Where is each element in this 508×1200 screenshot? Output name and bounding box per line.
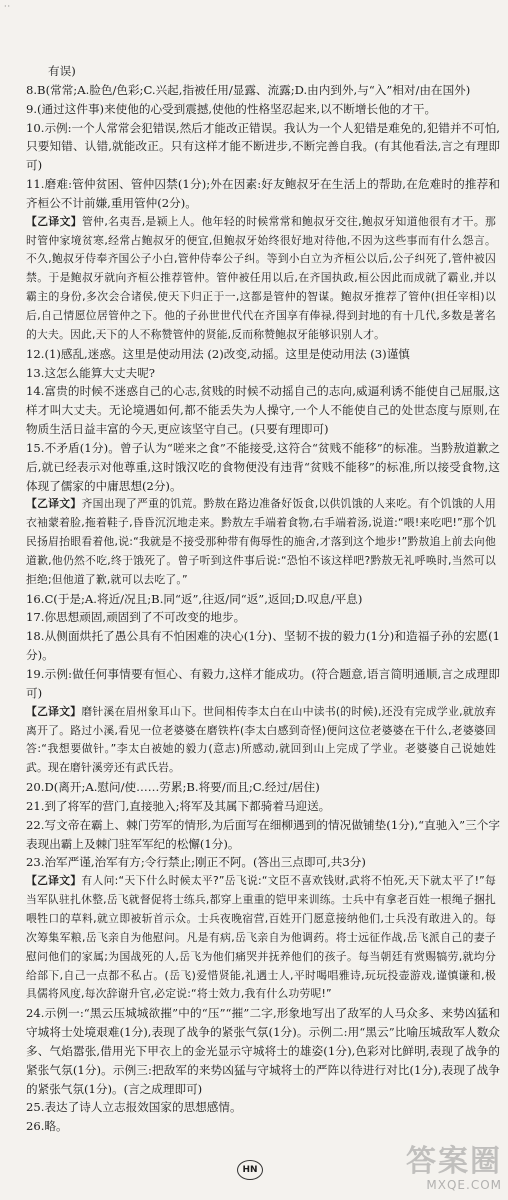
answer-text: 22.写文帝在霸上、棘门劳军的情形,为后面写在细柳遇到的情况做铺垫(1分),“直驰入”三个字表现出霸上及棘门驻军军纪的松懈(1分)。 bbox=[26, 817, 500, 851]
answer-item bbox=[26, 1098, 500, 1117]
watermark-logo-text: 答案圈 bbox=[406, 1144, 502, 1179]
translation-paragraph bbox=[26, 703, 500, 778]
answer-item bbox=[26, 382, 500, 439]
answer-item bbox=[26, 778, 500, 797]
answer-item bbox=[26, 439, 500, 496]
answer-list bbox=[26, 62, 500, 1136]
answer-text: 13.这怎么能算大丈夫呢? bbox=[26, 365, 155, 380]
answer-text: 8.B(常常;A.脸色/色彩;C.兴起,指被任用/显露、流露;D.由内到外,与“入”相对/由在国外) bbox=[26, 82, 471, 97]
translation-paragraph bbox=[26, 495, 500, 589]
translation-label: 【乙译文】 bbox=[26, 497, 82, 511]
answer-item bbox=[26, 1004, 500, 1098]
answer-text: 16.C(于是;A.将近/况且;B.同“返”,往返/同“返”,返回;D.叹息/平息) bbox=[26, 591, 363, 606]
answer-text: 20.D(离开;A.慰问/使……劳累;B.将要/而且;C.经过/居住) bbox=[26, 780, 320, 795]
answer-item bbox=[26, 119, 500, 176]
answer-text: 齐国出现了严重的饥荒。黔敖在路边准备好饭食,以供饥饿的人来吃。有个饥饿的人用衣袖蒙着脸,拖着鞋子,昏昏沉沉地走来。黔敖左手端着食物,右手端着汤,说道:“喂!来吃吧!”那个饥民扬眉抬眼看着他,说:“我就是不接受那种带有侮辱性的施舍,才落到这个地步!”黔敖追上前去向他道歉,他仍然不吃,终于饿死了。曾子听到这件事后说:“恐怕不该这样吧?黔敖无礼呼唤时,当然可以拒绝;但他道了歉,就可以去吃了。” bbox=[26, 497, 497, 586]
answer-item bbox=[26, 81, 500, 100]
translation-label: 【乙译文】 bbox=[26, 704, 82, 718]
answer-text: 有人问:“天下什么时候太平?”岳飞说:“文臣不喜欢钱财,武将不怕死,天下就太平了!”每当军队驻扎休整,岳飞就督促将士练兵,都穿上重重的铠甲来训练。士兵中有拿老百姓一根绳子捆扎喂牲口的草料,就立即被斩首示众。士兵夜晚宿营,百姓开门愿意接纳他们,士兵没有敢进入的。每次筹集军粮,岳飞亲自为他慰问。凡是有病,岳飞亲自为他调药。将士远征作战,岳飞派自己的妻子慰问他们的家属;为国战死的人,岳飞为他们痛哭并抚养他们的孩子。每当朝廷有赏赐犒劳,就均分给部下,自己一点都不私占。(岳飞)爱惜贤能,礼遇士人,平时喝唱雅诗,玩玩投壶游戏,谨慎谦和,极具儒将风度,每次辞谢升官,必定说:“将士效力,我有什么功劳呢!” bbox=[26, 874, 497, 1001]
answer-item bbox=[26, 590, 500, 609]
answer-text: 17.你思想顽固,顽固到了不可改变的地步。 bbox=[26, 610, 246, 625]
answer-item bbox=[26, 816, 500, 854]
answer-item bbox=[26, 175, 500, 213]
translation-label: 【乙译文】 bbox=[26, 214, 82, 228]
answer-text: 19.示例:做任何事情要有恒心、有毅力,这样才能成功。(符合题意,语言简明通顺,言之成理即可) bbox=[26, 667, 500, 700]
answer-text: 25.表达了诗人立志报效国家的思想感情。 bbox=[26, 1100, 242, 1115]
answer-text: 管仲,名夷吾,是颍上人。他年轻的时候常常和鲍叔牙交往,鲍叔牙知道他很有才干。那时管仲家境贫寒,经常占鲍叔牙的便宜,但鲍叔牙始终很好地对待他,不因为这些事而有什么怨言。不久,鲍叔牙侍奉齐国公子小白,管仲侍奉公子纠。等到小白立为齐桓公以后,公子纠死了,管仲被囚禁。于是鲍叔牙就向齐桓公推荐管仲。管仲被任用以后,在齐国执政,桓公因此而成就了霸业,并以霸主的身份,多次会合诸侯,使天下归正于一,这都是管仲的智谋。鲍叔牙推荐了管仲(担任宰相)以后,自己情愿位居管仲之下。他的子孙世世代代在齐国享有俸禄,得到封地的有十几代,多数是著名的大夫。因此,天下的人不称赞管仲的贤能,反而称赞鲍叔牙能够识别人才。 bbox=[26, 214, 497, 341]
answer-text: 21.到了将军的营门,直接驰入;将军及其属下都骑着马迎送。 bbox=[26, 798, 331, 813]
answer-text: 15.不矛盾(1分)。曾子认为“嗟来之食”不能接受,这符合“贫贱不能移”的标准。当黔敖道歉之后,就已经表示对他尊重,这时饿汉吃的食物便没有违背“贫贱不能移”的标准,所以接受食物,这体现了儒家的中庸思想(2分)。 bbox=[26, 440, 500, 493]
answer-item bbox=[26, 1117, 500, 1136]
answer-text: 11.磨难:管仲贫困、管仲囚禁(1分);外在因素:好友鲍叔牙在生活上的帮助,在危难时的推荐和齐桓公不计前嫌,重用管仲(2分)。 bbox=[26, 177, 500, 210]
answer-item bbox=[26, 627, 500, 665]
translation-paragraph bbox=[26, 872, 500, 1004]
answer-item bbox=[26, 100, 500, 119]
answer-text: 9.(通过这件事)来使他的心受到震撼,使他的性格坚忍起来,以不断增长他的才干。 bbox=[26, 101, 437, 116]
answer-text: 24.示例一:“黑云压城城欲摧”中的“压”“摧”二字,形象地写出了敌军的人马众多、来势凶猛和守城将士处境艰难(1分),表现了战争的紧张气氛(1分)。示例二:用“黑云”比喻压城敌军人数众多、气焰嚣张,借用光下甲衣上的金光显示守城将士的雄姿(1分),色彩对比鲜明,表现了战争的紧张气氛(1分)。示例三:把敌军的来势凶猛与守城将士的严阵以待进行对比(1分),表现了战争的紧张气氛(1分)。(言之成理即可) bbox=[26, 1006, 500, 1096]
answer-text: 10.示例:一个人常常会犯错误,然后才能改正错误。我认为一个人犯错是难免的,犯错并不可怕,只要知错、认错,就能改正。只有这样才能不断进步,不断完善自我。(有其他看法,言之有理即可) bbox=[26, 120, 500, 173]
answer-item bbox=[26, 62, 500, 81]
answer-text: 有误) bbox=[48, 64, 76, 78]
translation-label: 【乙译文】 bbox=[26, 874, 82, 888]
answer-item bbox=[26, 364, 500, 383]
answer-text: 26.略。 bbox=[26, 1119, 68, 1134]
site-watermark bbox=[390, 1146, 502, 1192]
answer-item bbox=[26, 797, 500, 816]
answer-text: 12.(1)感乱,迷惑。这里是使动用法 (2)改变,动摇。这里是使动用法 (3)谨慎 bbox=[26, 346, 410, 361]
answer-text: 23.治军严谨,治军有方;令行禁止;刚正不阿。(答出三点即可,共3分) bbox=[26, 855, 366, 870]
answer-item bbox=[26, 345, 500, 364]
answer-text: 磨针溪在眉州象耳山下。世间相传李太白在山中读书(的时候),还没有完成学业,就放弃离开了。路过小溪,看见一位老婆婆在磨铁杵(李太白感到奇怪)便问这位老婆婆在干什么,老婆婆回答:“我想要做针。”李太白被她的毅力(意志)所感动,就回到山上完成了学业。老婆婆自己说她姓武。现在磨针溪旁还有武氏岩。 bbox=[26, 704, 496, 775]
answer-item bbox=[26, 608, 500, 627]
answer-text: 14.富贵的时候不迷惑自己的心志,贫贱的时候不动摇自己的志向,威逼利诱不能使自己屈服,这样才叫大丈夫。无论境遇如何,都不能丢失为人操守,一个人不能使自己的处世态度与原则,在物质生活日益丰富的今天,更应该坚守自己。(只要有理即可) bbox=[26, 384, 500, 437]
corner-mark: ·· bbox=[4, 2, 12, 11]
answer-text: 18.从侧面烘托了愚公具有不怕困难的决心(1分)、坚韧不拔的毅力(1分)和造福子孙的宏愿(1分)。 bbox=[26, 629, 500, 663]
answer-item bbox=[26, 665, 500, 703]
watermark-url: MXQE.COM bbox=[426, 1178, 502, 1192]
answer-item bbox=[26, 853, 500, 872]
translation-paragraph bbox=[26, 213, 500, 345]
footer-badge: HN bbox=[237, 1160, 263, 1180]
